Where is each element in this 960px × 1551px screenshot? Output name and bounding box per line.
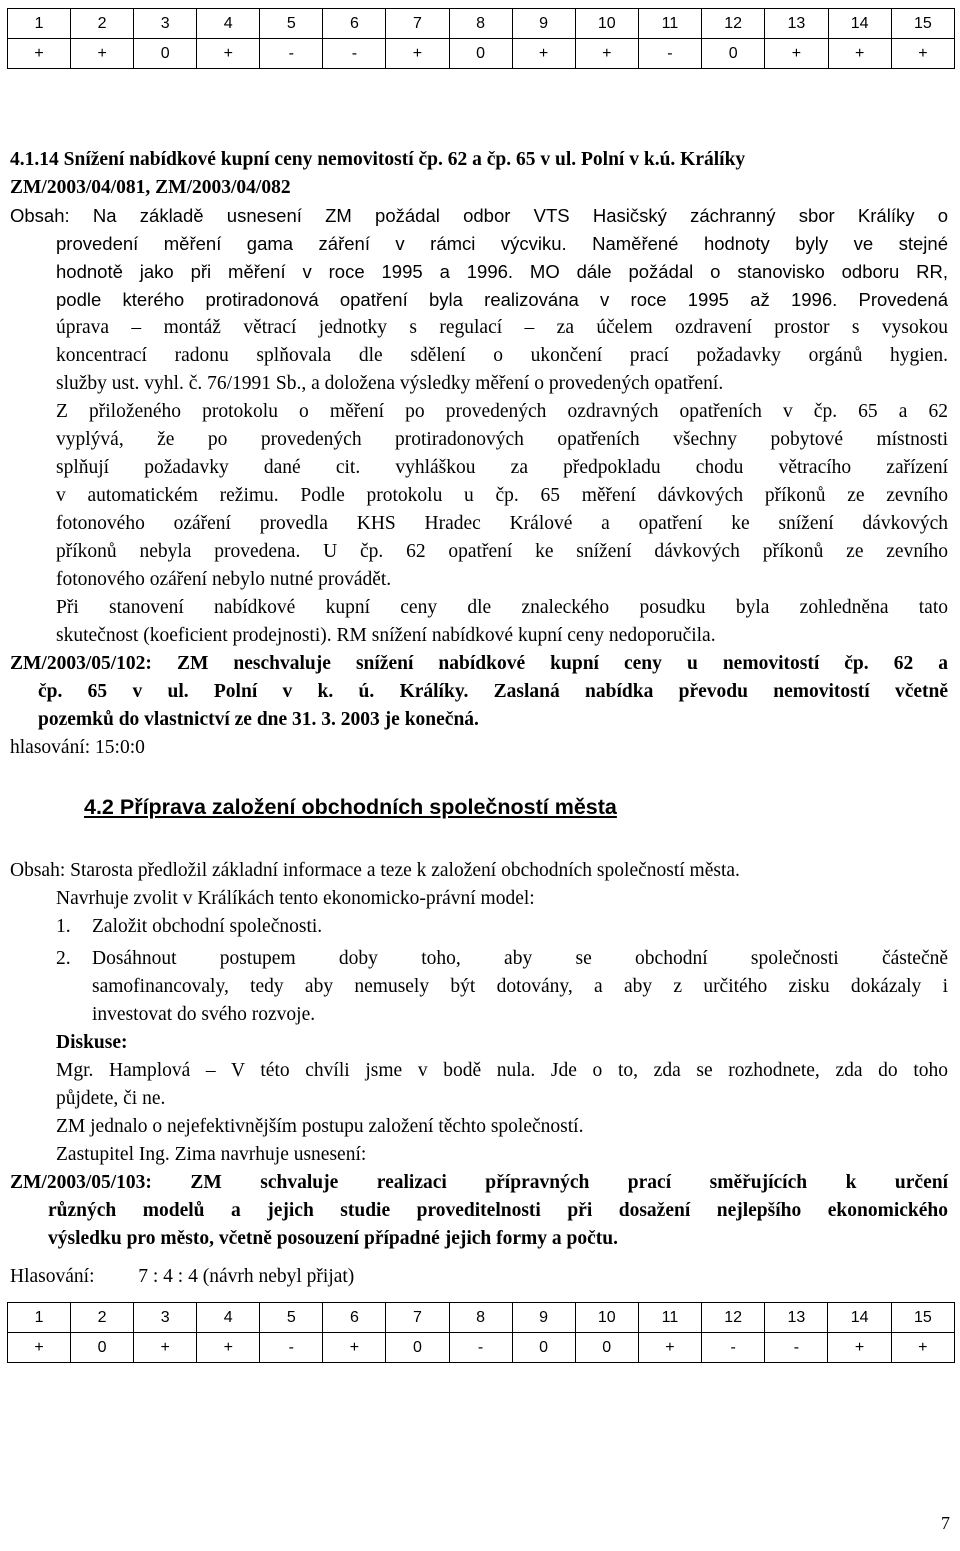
member-number-cell: 12 [702, 9, 765, 39]
vote-cell: - [702, 1333, 765, 1363]
member-number-cell: 4 [197, 1303, 260, 1333]
member-number-cell: 2 [71, 1303, 134, 1333]
vote-cell: + [638, 1333, 701, 1363]
member-number-cell: 9 [512, 9, 575, 39]
member-number-cell: 9 [512, 1303, 575, 1333]
vote-cell: + [386, 39, 449, 69]
member-number-cell: 11 [638, 1303, 701, 1333]
content-line: hodnotě jako při měření v roce 1995 a 1996. MO dále požádal o stanovisko odboru RR, [56, 261, 948, 282]
vote-cell: + [197, 1333, 260, 1363]
vote-cell: + [765, 39, 828, 69]
vote-cell: 0 [702, 39, 765, 69]
vote-cell: + [575, 39, 638, 69]
content-line: Obsah: Starosta předložil základní informace a teze k založení obchodních společností města. [10, 860, 740, 881]
member-number-cell: 13 [765, 1303, 828, 1333]
member-number-cell: 12 [702, 1303, 765, 1333]
content-line: Na základě usnesení ZM požádal odbor VTS Hasičský záchranný sbor Králíky o [69, 205, 948, 226]
vote-table-bottom-numbers [8, 1303, 955, 1333]
content-line: služby ust. vyhl. č. 76/1991 Sb., a doložena výsledky měření o provedených opatření. [56, 373, 724, 394]
content-line: fotonového ozáření provedla KHS Hradec Králové a opatření ke snížení dávkových [56, 513, 948, 534]
vote-cell: + [828, 1333, 891, 1363]
list-number: 2. [56, 948, 71, 969]
discussion-line: ZM jednalo o nejefektivnějším postupu založení těchto společností. [56, 1116, 584, 1137]
vote-cell: 0 [449, 39, 512, 69]
content-line: podle kterého protiradonová opatření byla realizována v roce 1995 až 1996. Provedená [56, 289, 948, 310]
vote-cell: + [71, 39, 134, 69]
voting-value: 7 : 4 : 4 (návrh nebyl přijat) [138, 1266, 355, 1287]
vote-cell: 0 [386, 1333, 449, 1363]
member-number-cell: 5 [260, 9, 323, 39]
vote-table-top-votes [8, 39, 955, 69]
page-number: 7 [941, 1513, 950, 1533]
resolution-line: výsledku pro město, včetně posouzení případné jejich formy a počtu. [48, 1228, 619, 1249]
list-text: investovat do svého rozvoje. [92, 1004, 316, 1025]
list-item [56, 913, 948, 941]
member-number-cell: 3 [134, 1303, 197, 1333]
member-number-cell: 1 [8, 9, 71, 39]
section-4-1-14 [10, 146, 948, 762]
content-line: fotonového ozáření nebylo nutné provádět. [56, 569, 392, 590]
resolution-line: ZM/2003/05/103: ZM schvaluje realizaci přípravných prací směřujících k určení [10, 1172, 948, 1193]
vote-cell: - [260, 39, 323, 69]
member-number-cell: 8 [449, 1303, 512, 1333]
vote-cell: + [134, 1333, 197, 1363]
section-4-2 [10, 857, 948, 1291]
vote-table-top [7, 8, 955, 69]
member-number-cell: 7 [386, 1303, 449, 1333]
vote-table-bottom-votes [8, 1333, 955, 1363]
member-number-cell: 11 [638, 9, 701, 39]
content-line: Z přiloženého protokolu o měření po provedených ozdravných opatřeních v čp. 65 a 62 [56, 401, 948, 422]
section-content-serif [10, 314, 948, 650]
section-4-2-heading: 4.2 Příprava založení obchodních společností města [84, 795, 617, 819]
list-text: Dosáhnout postupem doby toho, aby se obchodní společnosti částečně [92, 948, 948, 969]
vote-cell: - [260, 1333, 323, 1363]
member-number-cell: 4 [197, 9, 260, 39]
vote-table-bottom [7, 1302, 955, 1363]
resolution-102 [10, 650, 948, 734]
member-number-cell: 1 [8, 1303, 71, 1333]
content-line: koncentrací radonu splňovala dle sdělení o ukončení prací požadavky orgánů hygien. [56, 345, 948, 366]
content-label: Obsah: [10, 205, 70, 226]
content-line: příkonů nebyla provedena. U čp. 62 opatření ke snížení dávkových příkonů ze zevního [56, 541, 948, 562]
section-content [10, 202, 948, 314]
vote-cell: 0 [575, 1333, 638, 1363]
member-number-cell: 6 [323, 9, 386, 39]
vote-cell: + [8, 1333, 71, 1363]
vote-table-top-numbers [8, 9, 955, 39]
discussion-label: Diskuse: [56, 1032, 128, 1053]
member-number-cell: 8 [449, 9, 512, 39]
member-number-cell: 15 [891, 1303, 954, 1333]
content-line: provedení měření gama záření v rámci výcviku. Naměřené hodnoty byly ve stejné [56, 233, 948, 254]
resolution-line: různých modelů a jejich studie proveditelnosti při dosažení nejlepšího ekonomického [48, 1200, 948, 1221]
resolution-line: pozemků do vlastnictví ze dne 31. 3. 2003 je konečná. [38, 709, 479, 730]
vote-cell: + [8, 39, 71, 69]
content-line: Při stanovení nabídkové kupní ceny dle znaleckého posudku byla zohledněna tato [56, 597, 948, 618]
section-title-line: ZM/2003/04/081, ZM/2003/04/082 [10, 177, 291, 198]
model-intro: Navrhuje zvolit v Králíkách tento ekonomicko-právní model: [56, 888, 535, 909]
member-number-cell: 13 [765, 9, 828, 39]
content-first-line [10, 202, 948, 230]
member-number-cell: 14 [828, 9, 891, 39]
vote-cell: + [891, 39, 954, 69]
vote-cell: - [638, 39, 701, 69]
vote-cell: - [449, 1333, 512, 1363]
list-text: Založit obchodní společnosti. [92, 916, 323, 937]
vote-cell: + [891, 1333, 954, 1363]
vote-cell: 0 [134, 39, 197, 69]
vote-cell: + [323, 1333, 386, 1363]
content-line: vyplývá, že po provedených protiradonových opatřeních všechny pobytové místnosti [56, 429, 948, 450]
content-line: úprava – montáž větrací jednotky s regulací – za účelem ozdravení prostor s vysokou [56, 317, 948, 338]
resolution-line: čp. 65 v ul. Polní v k. ú. Králíky. Zaslaná nabídka převodu nemovitostí včetně [38, 681, 948, 702]
list-text: samofinancovaly, tedy aby nemusely být dotovány, a aby z určitého zisku dokázaly i [92, 976, 948, 997]
member-number-cell: 2 [71, 9, 134, 39]
content-line: splňují požadavky dané cit. vyhláškou za předpokladu chodu větracího zařízení [56, 457, 948, 478]
resolution-103 [10, 1169, 948, 1253]
member-number-cell: 15 [891, 9, 954, 39]
member-number-cell: 3 [134, 9, 197, 39]
vote-cell: + [197, 39, 260, 69]
vote-cell: - [765, 1333, 828, 1363]
list-number: 1. [56, 916, 71, 937]
resolution-line: ZM/2003/05/102: ZM neschvaluje snížení nabídkové kupní ceny u nemovitostí čp. 62 a [10, 653, 948, 674]
voting-label: Hlasování: [10, 1266, 95, 1287]
vote-cell: - [323, 39, 386, 69]
discussion-line: půjdete, či ne. [56, 1088, 166, 1109]
member-number-cell: 10 [575, 1303, 638, 1333]
vote-cell: 0 [71, 1333, 134, 1363]
discussion-line: Mgr. Hamplová – V této chvíli jsme v bodě nula. Jde o to, zda se rozhodnete, zda do toho [56, 1060, 948, 1081]
voting-result: hlasování: 15:0:0 [10, 737, 145, 758]
section-title [10, 146, 948, 202]
member-number-cell: 5 [260, 1303, 323, 1333]
member-number-cell: 14 [828, 1303, 891, 1333]
content-line: v automatickém režimu. Podle protokolu u čp. 65 měření dávkových příkonů ze zevního [56, 485, 948, 506]
list-item [56, 945, 948, 1029]
member-number-cell: 7 [386, 9, 449, 39]
member-number-cell: 10 [575, 9, 638, 39]
member-number-cell: 6 [323, 1303, 386, 1333]
vote-cell: + [828, 39, 891, 69]
content-line: skutečnost (koeficient prodejnosti). RM snížení nabídkové kupní ceny nedoporučila. [56, 625, 716, 646]
voting-result [10, 1263, 948, 1291]
section-title-line: 4.1.14 Snížení nabídkové kupní ceny nemovitostí čp. 62 a čp. 65 v ul. Polní v k.ú. Králíky [10, 149, 746, 170]
vote-cell: 0 [512, 1333, 575, 1363]
discussion-line: Zastupitel Ing. Zima navrhuje usnesení: [56, 1144, 367, 1165]
vote-cell: + [512, 39, 575, 69]
